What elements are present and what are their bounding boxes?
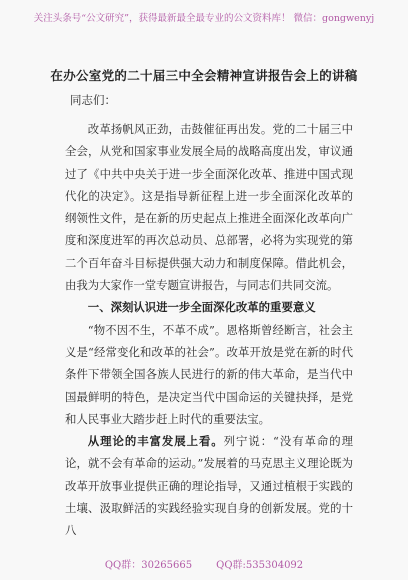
section-heading-1-text: 一、深刻认识进一步全面深化改革的重要意义 <box>87 300 316 315</box>
document-title: 在办公室党的二十届三中全会精神宣讲报告会上的讲稿 <box>50 68 358 83</box>
salutation: 同志们： <box>70 93 116 107</box>
section-heading-1 <box>65 296 353 318</box>
paragraph-intro: 改革扬帆风正劲，击鼓催征再出发。党的二十届三中全会，从党和国家事业发展全局的战略高度出发，审议通过了《中共中央关于进一步全面深化改革、推进中国式现代化的决定》。这是指导新征程上进一步全面深化改革的纲领性文件，是在新的历史起点上推进全面深化改革向广度和深度进军的再次总动员、总部署，必将为实现党的第二个百年奋斗目标提供强大动力和制度保障。借此机会，由我为大家作一堂专题宣讲报告，与同志们共同交流。 <box>65 122 353 293</box>
document-body <box>65 118 353 542</box>
paragraph-significance: “物不因不生，不革不成”。恩格斯曾经断言，社会主义是“经常变化和改革的社会”。改革开放是党在新的时代条件下带领全国各族人民进行的新的伟大革命，是当代中国最鲜明的特色，是决定当代中国命运的关键抉择，是党和人民事业大踏步赶上时代的重要法宝。 <box>65 322 353 426</box>
paragraph-theory-lead: 从理论的丰富发展上看。 <box>87 434 224 449</box>
paragraph-theory-text: 列宁说：“没有革命的理论，就不会有革命的运动。”发展着的马克思主义理论既为改革开放事业提供正确的理论指导，又通过植根于实践的土壤、汲取鲜活的实践经验实现自身的创新发展。党的十八 <box>65 434 353 538</box>
header-watermark: 关注头条号“公文研究”，获得最新最全最专业的公文资料库！ 微信：gongwenyj <box>33 13 375 24</box>
footer-qq-group-1: QQ群：30265665 <box>104 560 193 571</box>
footer-contact <box>0 556 408 571</box>
paragraph-theory <box>65 430 353 541</box>
footer-qq-group-2: QQ群:535304092 <box>216 560 304 571</box>
